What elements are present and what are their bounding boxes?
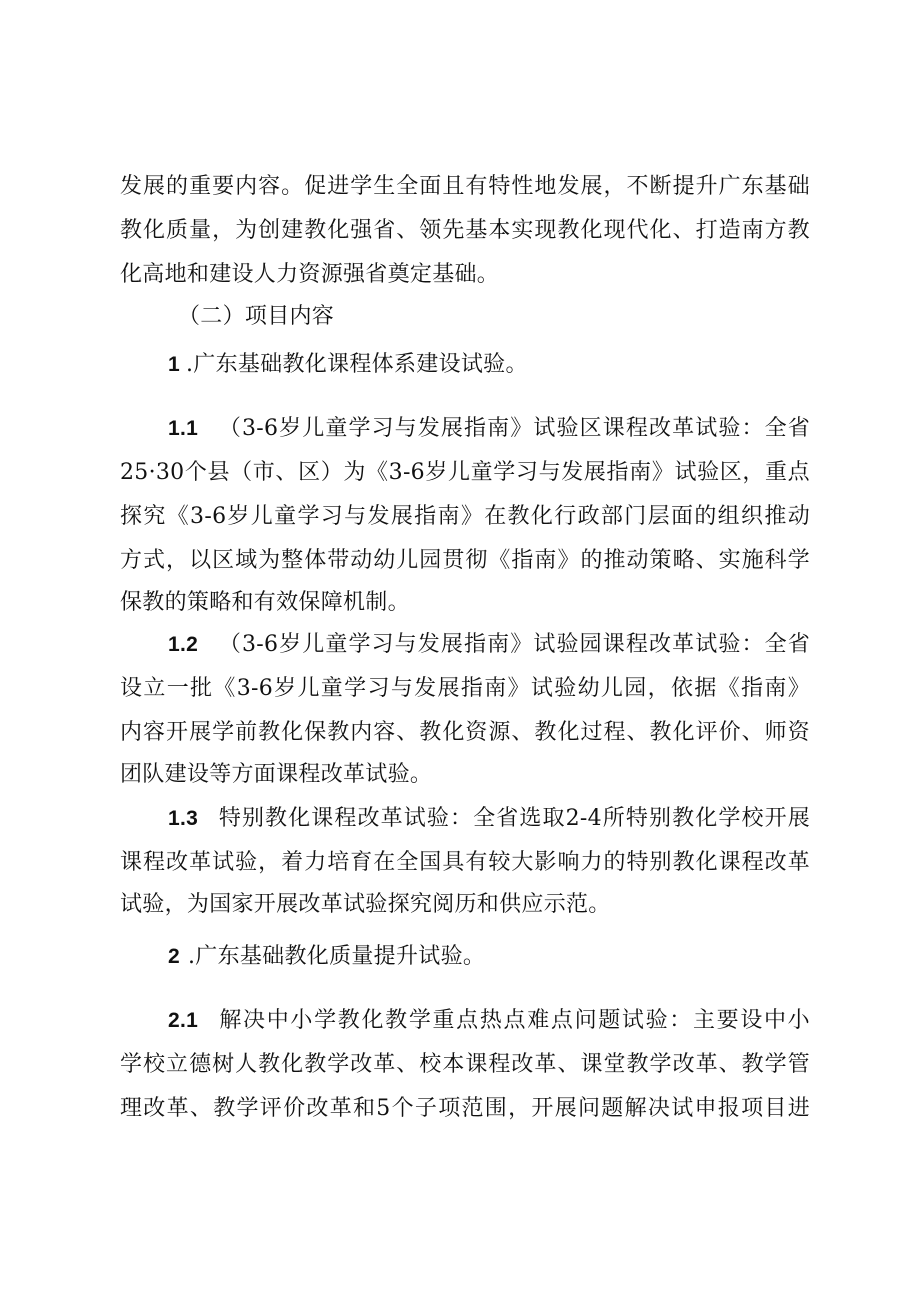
paragraph-line: 设立一批《3-6岁儿童学习与发展指南》试验幼儿园，依据《指南》: [120, 676, 810, 701]
paragraph-line: 学校立德树人教化教学改革、校本课程改革、课堂教学改革、教学管: [120, 1052, 810, 1077]
item-heading-text: .广东基础教化质量提升试验。: [187, 944, 486, 969]
paragraph-line: 保教的策略和有效保障机制。: [120, 590, 410, 615]
item-first-line-text: 特别教化课程改革试验：全省选取2-4所特别教化学校开展: [218, 806, 810, 831]
item-heading: [168, 942, 858, 972]
section-heading: （二）项目内容: [178, 304, 335, 329]
paragraph-line: 发展的重要内容。促进学生全面且有特性地发展，不断提升广东基础: [120, 174, 810, 199]
item-number: 1: [168, 353, 180, 376]
item-first-line: [168, 1006, 810, 1036]
paragraph-line: 内容开展学前教化保教内容、教化资源、教化过程、教化评价、师资: [120, 720, 810, 745]
paragraph-line: 25·30个县（市、区）为《3-6岁儿童学习与发展指南》试验区，重点: [120, 460, 810, 485]
paragraph-line: 探究《3-6岁儿童学习与发展指南》在教化行政部门层面的组织推动: [120, 504, 810, 529]
item-heading: [168, 350, 858, 380]
paragraph-line: 课程改革试验，着力培育在全国具有较大影响力的特别教化课程改革: [120, 850, 810, 875]
item-first-line: [168, 414, 810, 444]
item-first-line: [168, 804, 810, 834]
item-number: 1.1: [168, 417, 199, 440]
paragraph-line: 化高地和建设人力资源强省奠定基础。: [120, 262, 500, 287]
paragraph-line: 试验，为国家开展改革试验探究阅历和供应示范。: [120, 892, 611, 917]
item-first-line-text: 解决中小学教化教学重点热点难点问题试验：主要设中小: [218, 1008, 810, 1033]
paragraph-line: 团队建设等方面课程改革试验。: [120, 762, 433, 787]
paragraph-line: 教化质量，为创建教化强省、领先基本实现教化现代化、打造南方教: [120, 218, 810, 243]
item-number: 1.3: [168, 807, 199, 830]
item-number: 1.2: [168, 633, 199, 656]
item-number: 2: [168, 945, 180, 968]
item-heading-text: .广东基础教化课程体系建设试验。: [185, 352, 528, 377]
item-first-line-text: （3-6岁儿童学习与发展指南》试验区课程改革试验：全省: [218, 416, 810, 441]
item-number: 2.1: [168, 1009, 199, 1032]
paragraph-line: 理改革、教学评价改革和5个子项范围，开展问题解决试申报项目进: [120, 1096, 810, 1121]
paragraph-line: 方式，以区域为整体带动幼儿园贯彻《指南》的推动策略、实施科学: [120, 548, 810, 573]
item-first-line-text: （3-6岁儿童学习与发展指南》试验园课程改革试验：全省: [218, 632, 810, 657]
item-first-line: [168, 630, 810, 660]
